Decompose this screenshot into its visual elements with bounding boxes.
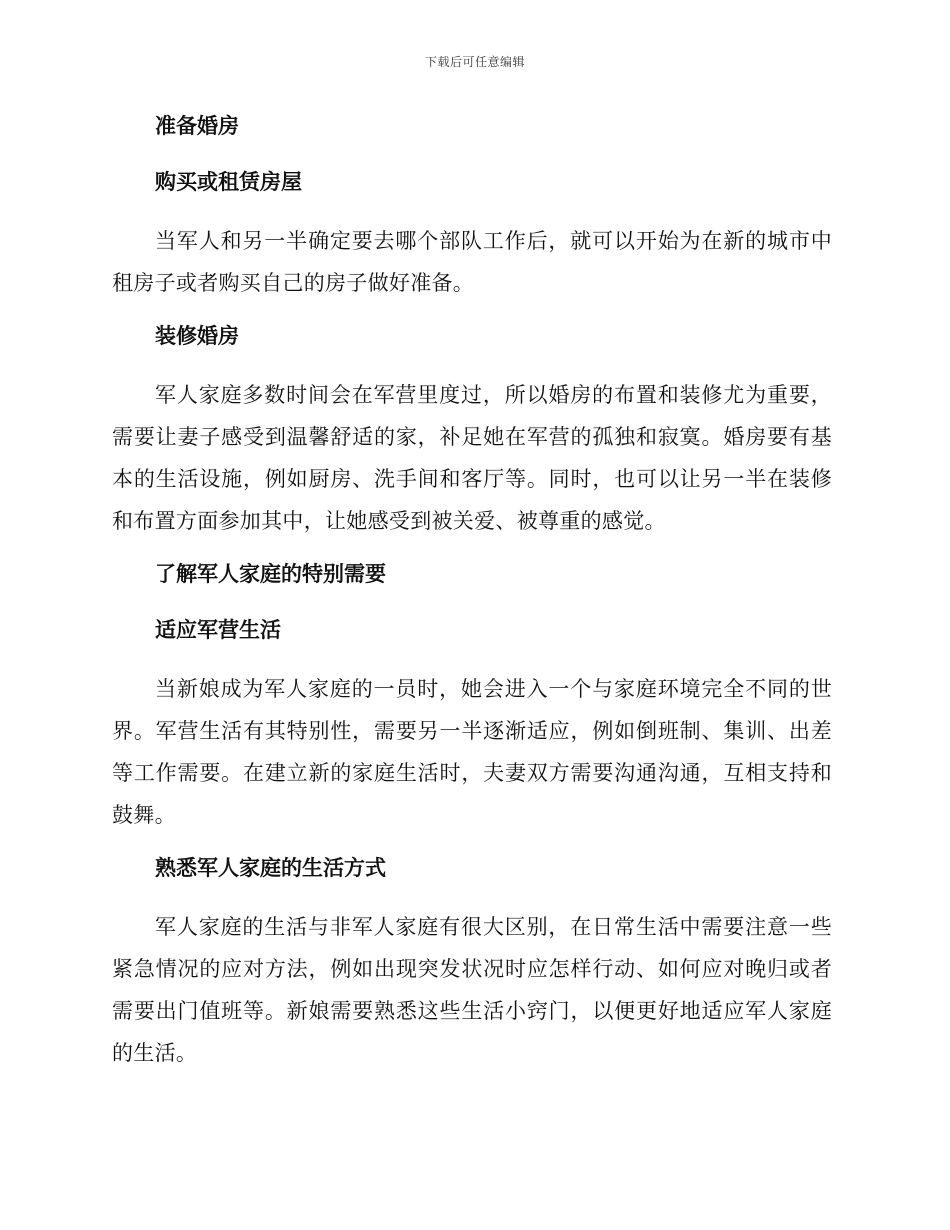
body-paragraph: 军人家庭的生活与非军人家庭有很大区别，在日常生活中需要注意一些紧急情况的应对方法，例如出现突发状况时应怎样行动、如何应对晚归或者需要出门值班等。新娘需要熟悉这些生活小窍门，以便更好地适应军人家庭的生活。 bbox=[112, 915, 832, 1065]
section-heading: 装修婚房 bbox=[155, 323, 239, 348]
section-heading: 适应军营生活 bbox=[155, 617, 281, 642]
body-paragraph: 当新娘成为军人家庭的一员时，她会进入一个与家庭环境完全不同的世界。军营生活有其特别性，需要另一半逐渐适应，例如倒班制、集训、出差等工作需要。在建立新的家庭生活时，夫妻双方需要沟通沟通，互相支持和鼓舞。 bbox=[112, 677, 832, 827]
section-heading: 购买或租赁房屋 bbox=[155, 169, 302, 194]
section-heading: 熟悉军人家庭的生活方式 bbox=[155, 855, 386, 880]
body-paragraph: 军人家庭多数时间会在军营里度过，所以婚房的布置和装修尤为重要，需要让妻子感受到温馨舒适的家，补足她在军营的孤独和寂寞。婚房要有基本的生活设施，例如厨房、洗手间和客厅等。同时，也可以让另一半在装修和布置方面参加其中，让她感受到被关爱、被尊重的感觉。 bbox=[112, 383, 832, 533]
body-paragraph: 当军人和另一半确定要去哪个部队工作后，就可以开始为在新的城市中租房子或者购买自己的房子做好准备。 bbox=[112, 229, 832, 295]
page-header: 下载后可任意编辑 bbox=[424, 55, 525, 69]
section-heading: 了解军人家庭的特别需要 bbox=[155, 561, 386, 586]
section-heading: 准备婚房 bbox=[155, 113, 239, 138]
document-body bbox=[112, 108, 832, 1088]
